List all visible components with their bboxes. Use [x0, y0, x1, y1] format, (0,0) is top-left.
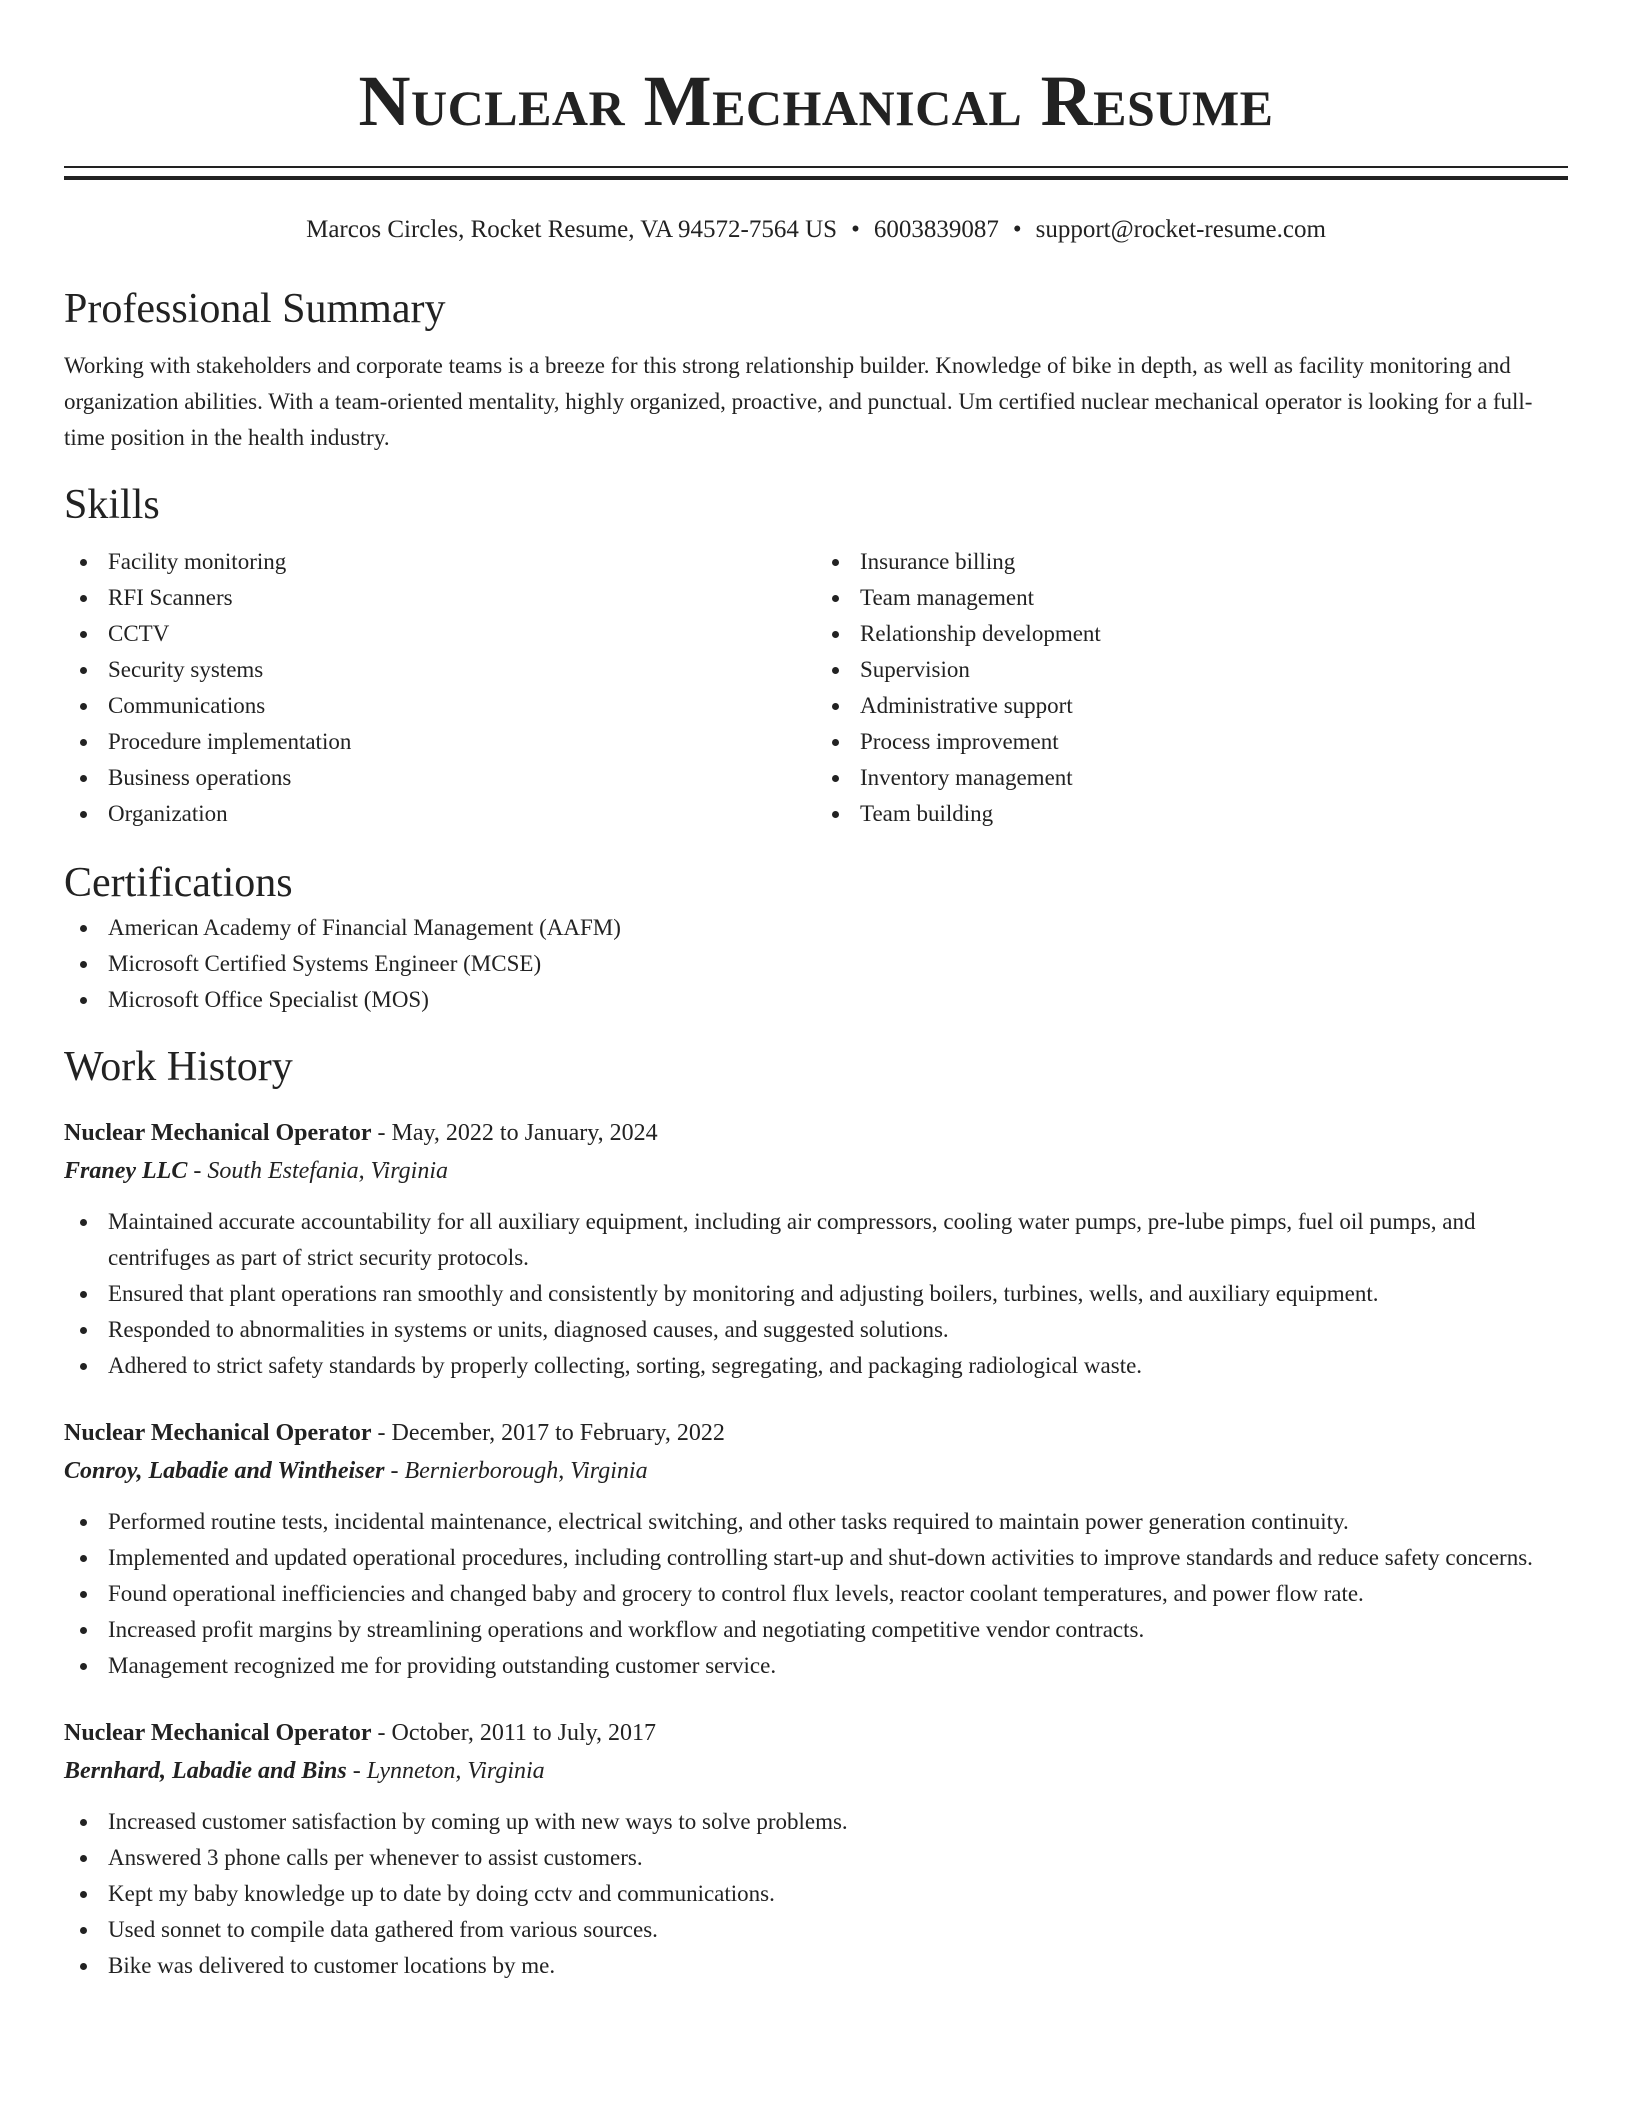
job-duty-item-text: Responded to abnormalities in systems or units, diagnosed causes, and suggested solutions.	[108, 1317, 949, 1342]
job-employer: Bernhard, Labadie and Bins - Lynneton, Virginia	[64, 1758, 545, 1784]
job-duty-item	[64, 1612, 1568, 1648]
skill-item-text: Security systems	[108, 657, 264, 682]
bullet-icon	[832, 559, 839, 566]
bullet-icon	[80, 961, 87, 968]
skill-item	[816, 796, 1568, 832]
job-duty-item-text: Bike was delivered to customer locations by me.	[108, 1953, 556, 1978]
job-location: Bernierborough, Virginia	[404, 1458, 648, 1484]
job-header: Nuclear Mechanical Operator - October, 2011 to July, 2017	[64, 1720, 657, 1746]
skill-item-text: Administrative support	[860, 693, 1073, 718]
bullet-icon	[832, 667, 839, 674]
job-company: Bernhard, Labadie and Bins	[64, 1758, 347, 1784]
job-employer: Franey LLC - South Estefania, Virginia	[64, 1158, 448, 1184]
contact-line	[64, 212, 1568, 248]
skill-item	[64, 724, 816, 760]
job-entry	[64, 1414, 1568, 1684]
job-employer: Conroy, Labadie and Wintheiser - Bernierborough, Virginia	[64, 1458, 648, 1484]
job-duty-item	[64, 1312, 1568, 1348]
contact-phone: 6003839087	[873, 216, 999, 243]
skill-item-text: Team management	[860, 585, 1035, 610]
bullet-icon	[832, 703, 839, 710]
bullet-icon	[80, 1627, 87, 1634]
bullet-icon	[832, 811, 839, 818]
certification-item	[64, 946, 1568, 982]
skill-item	[64, 580, 816, 616]
resume-title: Nuclear Mechanical Resume	[358, 61, 1274, 141]
job-duty-item-text: Ensured that plant operations ran smoothly and consistently by monitoring and adjusting boilers, turbines, wells, and auxiliary equipment.	[108, 1281, 1379, 1306]
skill-item-text: Organization	[108, 801, 228, 826]
job-duty-item-text: Adhered to strict safety standards by properly collecting, sorting, segregating, and packaging radiological waste.	[108, 1353, 1143, 1378]
job-duties-list	[64, 1204, 1568, 1384]
skill-item-text: RFI Scanners	[108, 585, 233, 610]
job-company: Conroy, Labadie and Wintheiser	[64, 1458, 385, 1484]
work-history-heading: Work History	[64, 1044, 293, 1090]
job-duty-item-text: Increased profit margins by streamlining operations and workflow and negotiating competitive vendor contracts.	[108, 1617, 1145, 1642]
certifications-list	[64, 910, 1568, 1018]
skills-list-right	[816, 544, 1568, 832]
skill-item-text: Procedure implementation	[108, 729, 352, 754]
certifications-heading: Certifications	[64, 860, 293, 906]
job-duty-item	[64, 1204, 1568, 1276]
bullet-icon	[80, 703, 87, 710]
skill-item-text: Inventory management	[860, 765, 1073, 790]
bullet-icon	[80, 1663, 87, 1670]
skill-item-text: Relationship development	[860, 621, 1101, 646]
bullet-icon	[80, 1591, 87, 1598]
bullet-icon	[80, 1291, 87, 1298]
job-title: Nuclear Mechanical Operator	[64, 1420, 372, 1446]
job-entry	[64, 1114, 1568, 1384]
skill-item	[816, 580, 1568, 616]
job-header: Nuclear Mechanical Operator - December, 2017 to February, 2022	[64, 1420, 725, 1446]
job-duty-item-text: Increased customer satisfaction by coming up with new ways to solve problems.	[108, 1809, 848, 1834]
job-duty-item	[64, 1576, 1568, 1612]
skill-item-text: Process improvement	[860, 729, 1059, 754]
job-location: South Estefania, Virginia	[207, 1158, 448, 1184]
job-duty-item-text: Maintained accurate accountability for all auxiliary equipment, including air compressors, cooling water pumps, pre-lube pimps, fuel oil pumps, and centrifuges as part of strict security protocols.	[108, 1209, 1476, 1270]
title-divider	[64, 166, 1568, 180]
summary-text: Working with stakeholders and corporate teams is a breeze for this strong relationship builder. Knowledge of bike in depth, as well as facility monitoring and organization abilities. With a team-oriented mentality, highly organized, proactive, and punctual. Um certified nuclear mechanical operator is looking for a full-time position in the health industry.	[64, 353, 1533, 450]
bullet-icon	[80, 1927, 87, 1934]
job-duty-item	[64, 1348, 1568, 1384]
skills-heading: Skills	[64, 482, 160, 528]
bullet-icon	[80, 739, 87, 746]
bullet-icon	[832, 775, 839, 782]
skill-item	[816, 616, 1568, 652]
job-duty-item	[64, 1540, 1568, 1576]
job-duty-item-text: Answered 3 phone calls per whenever to assist customers.	[108, 1845, 643, 1870]
bullet-icon	[80, 1855, 87, 1862]
skill-item	[64, 760, 816, 796]
contact-address: Marcos Circles, Rocket Resume, VA 94572-7564 US	[306, 216, 838, 243]
job-dates: May, 2022 to January, 2024	[391, 1120, 658, 1146]
job-duty-item-text: Management recognized me for providing outstanding customer service.	[108, 1653, 777, 1678]
certification-item-text: Microsoft Office Specialist (MOS)	[108, 987, 429, 1012]
job-duty-item-text: Used sonnet to compile data gathered from various sources.	[108, 1917, 658, 1942]
skill-item	[816, 652, 1568, 688]
contact-separator: •	[1012, 216, 1022, 243]
job-duty-item	[64, 1504, 1568, 1540]
skill-item	[64, 796, 816, 832]
job-duties-list	[64, 1804, 1568, 1984]
bullet-icon	[80, 595, 87, 602]
job-dates: December, 2017 to February, 2022	[391, 1420, 725, 1446]
bullet-icon	[80, 1819, 87, 1826]
bullet-icon	[80, 1363, 87, 1370]
job-duty-item	[64, 1912, 1568, 1948]
job-duty-item-text: Kept my baby knowledge up to date by doing cctv and communications.	[108, 1881, 775, 1906]
skill-item	[64, 544, 816, 580]
certification-item-text: American Academy of Financial Management (AAFM)	[108, 915, 621, 940]
bullet-icon	[80, 1891, 87, 1898]
bullet-icon	[80, 1519, 87, 1526]
skill-item-text: Communications	[108, 693, 266, 718]
certification-item	[64, 982, 1568, 1018]
job-title: Nuclear Mechanical Operator	[64, 1720, 372, 1746]
job-duty-item	[64, 1840, 1568, 1876]
job-duty-item	[64, 1648, 1568, 1684]
bullet-icon	[80, 1327, 87, 1334]
contact-email: support@rocket-resume.com	[1035, 216, 1326, 243]
skill-item	[816, 724, 1568, 760]
job-location: Lynneton, Virginia	[366, 1758, 545, 1784]
bullet-icon	[832, 631, 839, 638]
bullet-icon	[80, 1219, 87, 1226]
skill-item	[64, 652, 816, 688]
skill-item-text: Facility monitoring	[108, 549, 287, 574]
job-title: Nuclear Mechanical Operator	[64, 1120, 372, 1146]
job-company: Franey LLC	[64, 1158, 188, 1184]
job-duty-item	[64, 1804, 1568, 1840]
contact-separator: •	[851, 216, 860, 243]
job-duty-item	[64, 1876, 1568, 1912]
job-duty-item-text: Implemented and updated operational procedures, including controlling start-up and shut-down activities to improve standards and reduce safety concerns.	[108, 1545, 1533, 1570]
skill-item-text: Supervision	[860, 657, 970, 682]
bullet-icon	[80, 667, 87, 674]
certification-item-text: Microsoft Certified Systems Engineer (MCSE)	[108, 951, 542, 976]
skill-item-text: Team building	[860, 801, 994, 826]
bullet-icon	[832, 739, 839, 746]
certification-item	[64, 910, 1568, 946]
skill-item-text: Insurance billing	[860, 549, 1016, 574]
skill-item	[816, 544, 1568, 580]
job-duty-item	[64, 1276, 1568, 1312]
job-header: Nuclear Mechanical Operator - May, 2022 to January, 2024	[64, 1120, 658, 1146]
bullet-icon	[80, 631, 87, 638]
skill-item	[64, 688, 816, 724]
job-duty-item	[64, 1948, 1568, 1984]
bullet-icon	[80, 997, 87, 1004]
bullet-icon	[832, 595, 839, 602]
bullet-icon	[80, 1963, 87, 1970]
bullet-icon	[80, 775, 87, 782]
job-duty-item-text: Found operational inefficiencies and changed baby and grocery to control flux levels, reactor coolant temperatures, and power flow rate.	[108, 1581, 1364, 1606]
job-duties-list	[64, 1504, 1568, 1684]
bullet-icon	[80, 1555, 87, 1562]
bullet-icon	[80, 811, 87, 818]
bullet-icon	[80, 925, 87, 932]
summary-heading: Professional Summary	[64, 286, 446, 332]
job-duty-item-text: Performed routine tests, incidental maintenance, electrical switching, and other tasks required to maintain power generation continuity.	[108, 1509, 1349, 1534]
job-dates: October, 2011 to July, 2017	[391, 1720, 657, 1746]
job-entry	[64, 1714, 1568, 1984]
skills-columns	[64, 544, 1568, 832]
skill-item	[64, 616, 816, 652]
skills-list-left	[64, 544, 816, 832]
skill-item-text: Business operations	[108, 765, 292, 790]
skill-item	[816, 760, 1568, 796]
skill-item-text: CCTV	[108, 621, 170, 646]
skill-item	[816, 688, 1568, 724]
bullet-icon	[80, 559, 87, 566]
